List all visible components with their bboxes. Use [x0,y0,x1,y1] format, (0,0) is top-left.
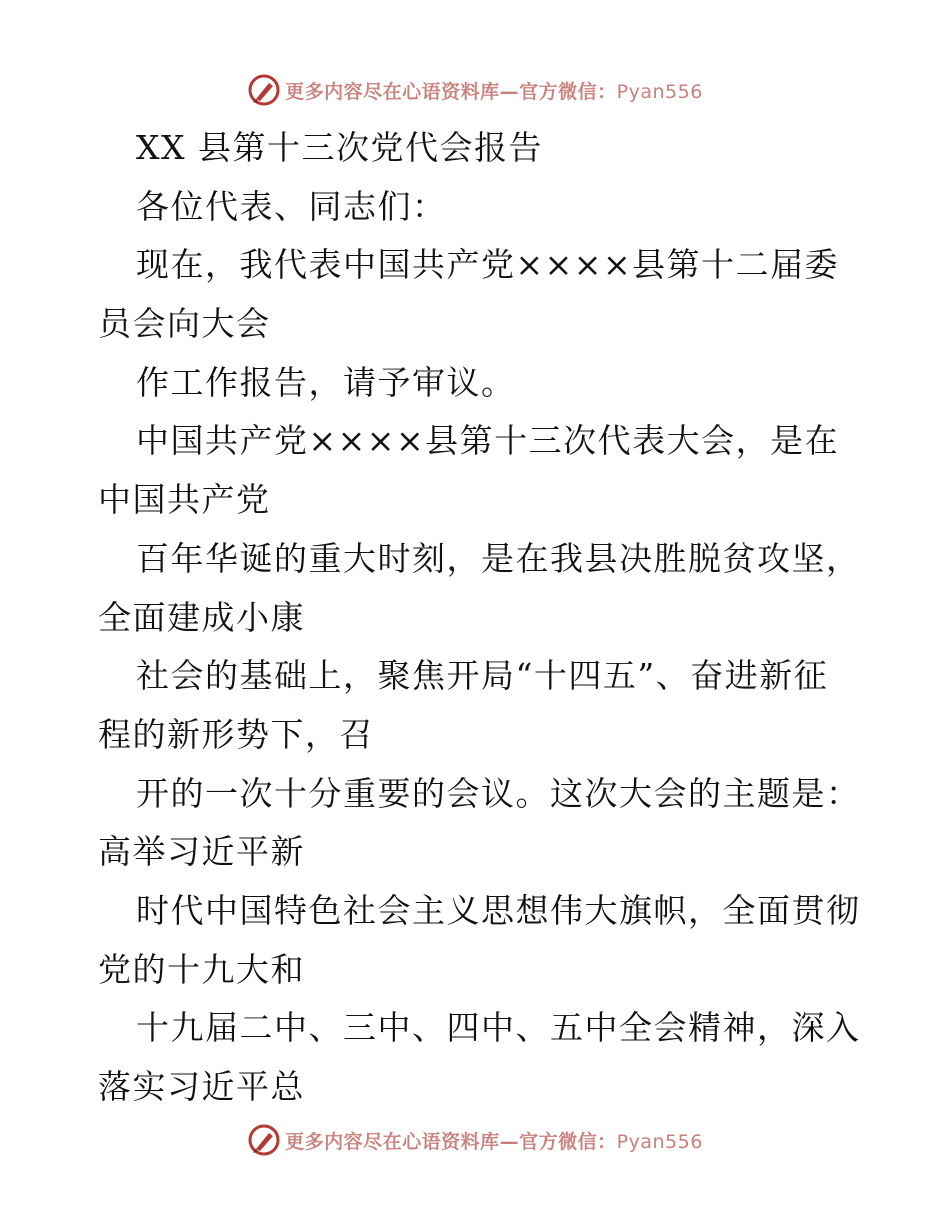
text-line: 社会的基础上，聚焦开局“十四五”、奋进新征 [136,656,829,696]
watermark-text: 更多内容尽在心语资料库—官方微信： [285,80,617,103]
header-watermark [0,70,950,110]
document-body [98,119,861,1117]
text-line: 百年华诞的重大时刻，是在我县决胜脱贫攻坚， [136,538,861,578]
watermark-wechat-id: Pyan556 [616,1130,703,1153]
text-line: 员会向大会 [98,304,271,344]
text-line: 各位代表、同志们： [136,186,447,226]
document-title: XX 县第十三次党代会报告 [136,128,543,167]
text-line: 全面建成小康 [98,597,305,637]
text-line: 中国共产党 [98,480,271,520]
text-line: 十九届二中、三中、四中、五中全会精神，深入 [136,1008,861,1048]
text-line: 高举习近平新 [98,832,305,872]
watermark-wechat-id: Pyan556 [616,80,703,103]
watermark-text: 更多内容尽在心语资料库—官方微信： [285,1130,617,1153]
text-line: 作工作报告，请予审议。 [136,362,516,402]
text-line: 中国共产党××××县第十三次代表大会，是在 [136,421,840,461]
footer-watermark [0,1120,950,1160]
text-line: 程的新形势下，召 [98,714,374,754]
text-line: 开的一次十分重要的会议。这次大会的主题是： [136,773,861,813]
pen-logo-icon [247,1123,281,1157]
text-line: 党的十九大和 [98,949,305,989]
text-line: 时代中国特色社会主义思想伟大旗帜，全面贯彻 [136,890,861,930]
text-line: 落实习近平总 [98,1067,305,1106]
text-line: 现在，我代表中国共产党××××县第十二届委 [136,245,840,285]
pen-logo-icon [247,73,281,107]
